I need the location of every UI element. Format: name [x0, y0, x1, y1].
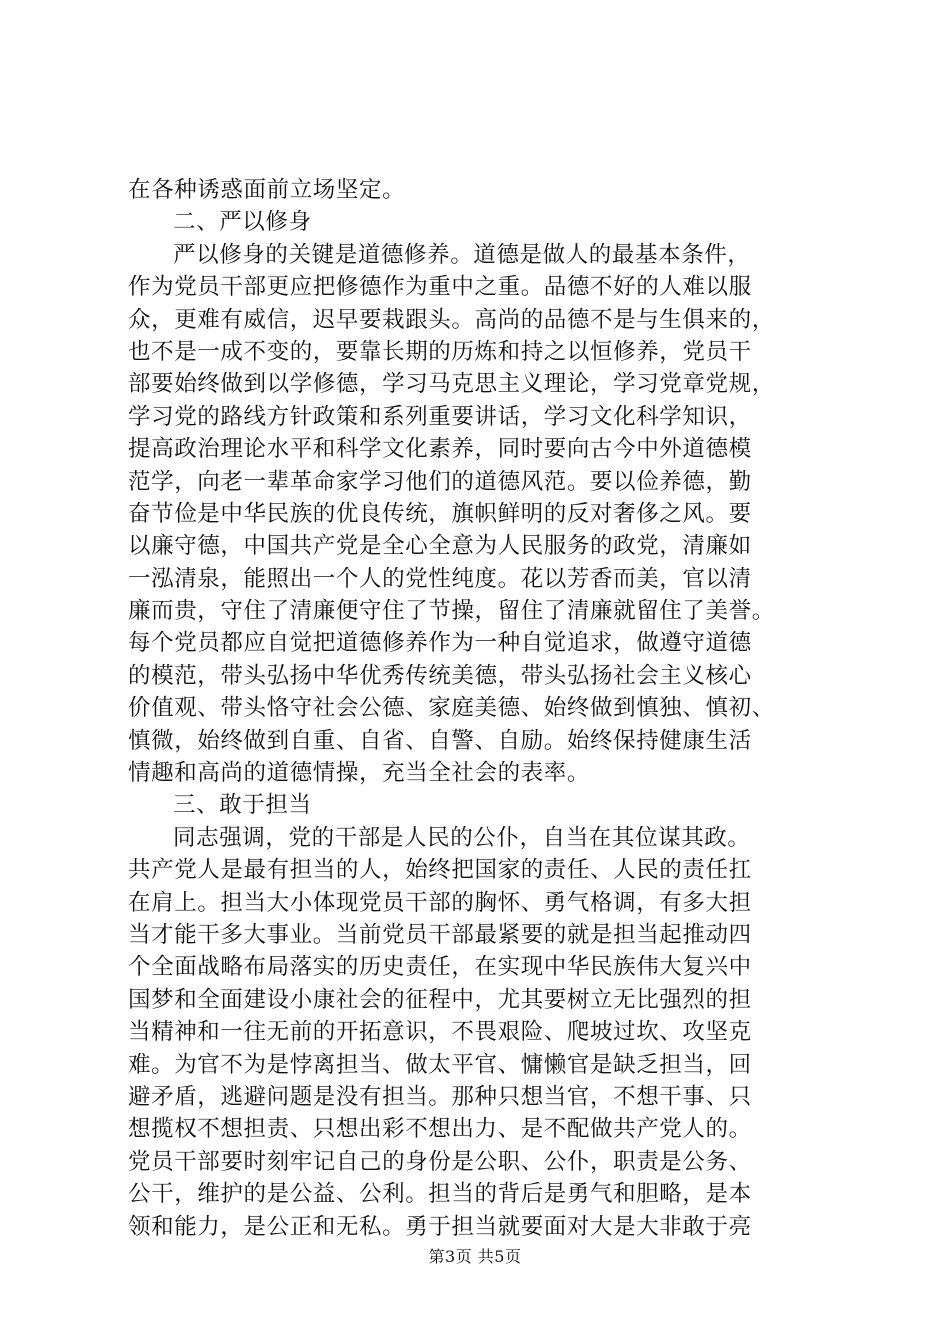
text-line: 廉而贵，守住了清廉便守住了节操，留住了清廉就留住了美誉。 — [128, 598, 775, 625]
text-line: 二、严以修身 — [173, 209, 312, 236]
text-line: 在肩上。担当大小体现党员干部的胸怀、勇气格调，有多大担 — [128, 889, 752, 916]
text-line: 的模范，带头弘扬中华优秀传统美德，带头弘扬社会主义核心 — [128, 662, 752, 689]
text-line: 学习党的路线方针政策和系列重要讲话，学习文化科学知识， — [128, 403, 752, 430]
text-line: 严以修身的关键是道德修养。道德是做人的最基本条件， — [173, 241, 751, 268]
document-body — [128, 174, 828, 1243]
text-line: 每个党员都应自觉把道德修养作为一种自觉追求，做遵守道德 — [128, 630, 752, 657]
text-line: 三、敢于担当 — [173, 792, 312, 819]
text-line: 领和能力，是公正和无私。勇于担当就要面对大是大非敢于亮 — [128, 1213, 752, 1240]
text-line: 难。为官不为是悖离担当、做太平官、慵懒官是缺乏担当，回 — [128, 1051, 752, 1078]
page-footer: 第3页 共5页 — [428, 1247, 522, 1266]
text-line: 在各种诱惑面前立场坚定。 — [128, 177, 406, 203]
text-line: 以廉守德，中国共产党是全心全意为人民服务的政党，清廉如 — [128, 533, 752, 560]
text-line: 公干，维护的是公益、公利。担当的背后是勇气和胆略，是本 — [128, 1181, 752, 1208]
text-line: 当精神和一往无前的开拓意识，不畏艰险、爬坡过坎、攻坚克 — [128, 1019, 752, 1046]
text-line: 一泓清泉，能照出一个人的党性纯度。花以芳香而美，官以清 — [128, 565, 752, 592]
text-line: 同志强调，党的干部是人民的公仆，自当在其位谋其政。 — [173, 824, 751, 851]
text-line: 范学，向老一辈革命家学习他们的道德风范。要以俭养德，勤 — [128, 468, 752, 495]
text-line: 当才能干多大事业。当前党员干部最紧要的就是担当起推动四 — [128, 921, 752, 948]
text-line: 国梦和全面建设小康社会的征程中，尤其要树立无比强烈的担 — [128, 986, 752, 1013]
text-line: 众，更难有威信，迟早要栽跟头。高尚的品德不是与生俱来的， — [128, 306, 775, 333]
text-line: 作为党员干部更应把修德作为重中之重。品德不好的人难以服 — [128, 274, 752, 301]
text-line: 奋节俭是中华民族的优良传统，旗帜鲜明的反对奢侈之风。要 — [128, 500, 752, 527]
text-line: 情趣和高尚的道德情操，充当全社会的表率。 — [128, 760, 591, 787]
text-line: 共产党人是最有担当的人，始终把国家的责任、人民的责任扛 — [128, 857, 752, 884]
text-line: 价值观、带头恪守社会公德、家庭美德、始终做到慎独、慎初、 — [128, 695, 775, 722]
text-line: 避矛盾，逃避问题是没有担当。那种只想当官，不想干事、只 — [128, 1083, 752, 1110]
text-line: 党员干部要时刻牢记自己的身份是公职、公仆，职责是公务、 — [128, 1148, 752, 1175]
text-line: 部要始终做到以学修德，学习马克思主义理论，学习党章党规， — [128, 371, 775, 398]
text-line: 想揽权不想担责、只想出彩不想出力、是不配做共产党人的。 — [128, 1116, 752, 1143]
text-line: 提高政治理论水平和科学文化素养，同时要向古今中外道德模 — [128, 436, 752, 463]
text-line: 慎微，始终做到自重、自省、自警、自励。始终保持健康生活 — [128, 727, 752, 754]
text-line: 也不是一成不变的，要靠长期的历炼和持之以恒修养，党员干 — [128, 338, 752, 365]
text-line: 个全面战略布局落实的历史责任，在实现中华民族伟大复兴中 — [128, 954, 752, 981]
